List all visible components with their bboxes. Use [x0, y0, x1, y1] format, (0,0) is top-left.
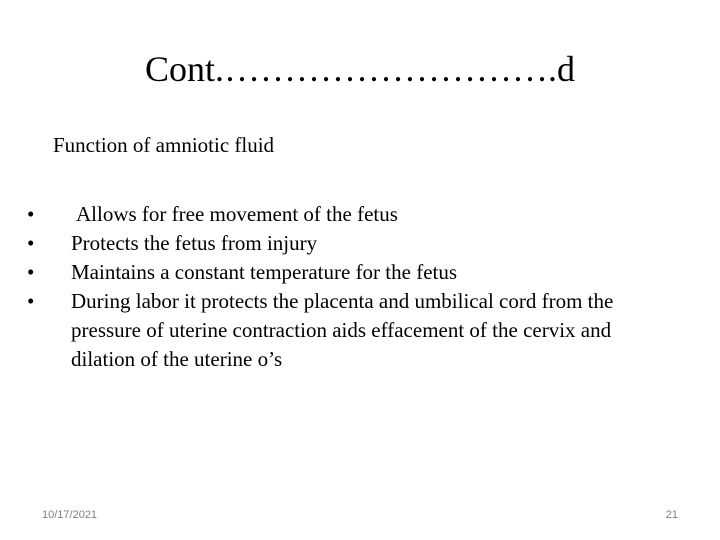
bullet-item — [27, 200, 677, 229]
bullet-marker: • — [27, 260, 35, 284]
bullet-text: During labor it protects the placenta and umbilical cord from the pressure of uterine contraction aids effacement of the cervix and dilation of the uterine o’s — [71, 289, 614, 371]
bullet-list — [27, 200, 677, 374]
slide-subtitle: Function of amniotic fluid — [53, 133, 275, 157]
slide-title: Cont.……………………….d — [144, 49, 575, 89]
bullet-text: Protects the fetus from injury — [71, 231, 318, 255]
bullet-text: Maintains a constant temperature for the fetus — [71, 260, 458, 284]
bullet-text: Allows for free movement of the fetus — [76, 202, 398, 226]
bullet-item — [27, 287, 677, 374]
footer-date: 10/17/2021 — [42, 509, 98, 521]
footer-page-number: 21 — [665, 509, 678, 521]
bullet-marker: • — [27, 289, 35, 313]
bullet-marker: • — [27, 231, 35, 255]
bullet-marker: • — [27, 202, 35, 226]
bullet-item — [27, 258, 677, 287]
bullet-item — [27, 229, 677, 258]
